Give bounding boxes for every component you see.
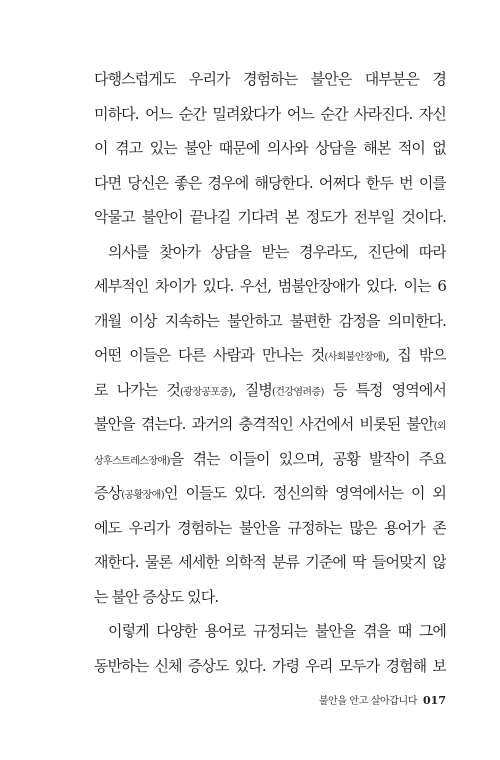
- text-segment-small: (광장공포증): [179, 386, 232, 398]
- text-segment-small: (공황장애): [121, 490, 165, 501]
- text-segment: 증상: [94, 484, 122, 502]
- text-segment-small: (사회불안장애): [324, 352, 386, 363]
- text-line: [94, 442, 446, 477]
- text-line: 개월 이상 지속하는 불안하고 불편한 감정을 의미한다.: [94, 311, 446, 330]
- text-line: 는 불안 증상도 있다.: [94, 587, 219, 606]
- text-line: 세부적인 차이가 있다. 우선, 범불안장애가 있다. 이는 6: [94, 277, 446, 295]
- text-line: 다면 당신은 좋은 경우에 해당한다. 어쩌다 한두 번 이를: [94, 173, 446, 192]
- text-line: 이렇게 다양한 용어로 규정되는 불안을 겪을 때 그에: [108, 622, 446, 640]
- text-line: [94, 338, 446, 373]
- text-segment: 불안을 겪는다. 과거의 충격적인 사건에서 비롯된 불안: [94, 415, 434, 433]
- text-line: 악물고 불안이 끝나길 기다려 본 정도가 전부일 것이다.: [94, 208, 446, 226]
- text-line: 에도 우리가 경험하는 불안을 규정하는 많은 용어가 존: [94, 518, 446, 537]
- text-segment: 등 특정 영역에서: [323, 380, 446, 399]
- text-line: [94, 407, 446, 442]
- text-segment: 을 겪는 이들이 있으며, 공황 발작이 주요: [169, 449, 446, 468]
- page-footer: [250, 692, 446, 707]
- text-line: 이 겪고 있는 불안 때문에 의사와 상담을 해본 적이 없: [94, 139, 446, 157]
- text-line: [94, 373, 446, 408]
- text-segment-small: 상후스트레스장애): [94, 455, 170, 467]
- text-line: 미하다. 어느 순간 밀려왔다가 어느 순간 사라진다. 자신: [94, 104, 446, 123]
- running-title: 불안을 안고 살아갑니다: [318, 696, 418, 707]
- text-segment-small: (외: [433, 421, 446, 432]
- text-line: [94, 476, 446, 511]
- text-segment: , 집 밖으: [385, 346, 446, 364]
- text-segment: 로 나가는 것: [94, 380, 180, 399]
- text-segment-small: (건강염려증): [271, 386, 324, 398]
- body-text: [94, 62, 446, 683]
- text-segment: , 질병: [231, 380, 272, 399]
- text-line: 다행스럽게도 우리가 경험하는 불안은 대부분은 경: [94, 70, 446, 88]
- text-line: 의사를 찾아가 상담을 받는 경우라도, 진단에 따라: [108, 242, 446, 261]
- text-segment: 어떤 이들은 다른 사람과 만나는 것: [94, 346, 325, 364]
- text-segment: 인 이들도 있다. 정신의학 영역에서는 이 외: [164, 484, 446, 502]
- page-number: 017: [423, 694, 446, 707]
- text-line: 동반하는 신체 증상도 있다. 가령 우리 모두가 경험해 보: [94, 656, 446, 675]
- text-line: 재한다. 물론 세세한 의학적 분류 기준에 딱 들어맞지 않: [94, 553, 446, 571]
